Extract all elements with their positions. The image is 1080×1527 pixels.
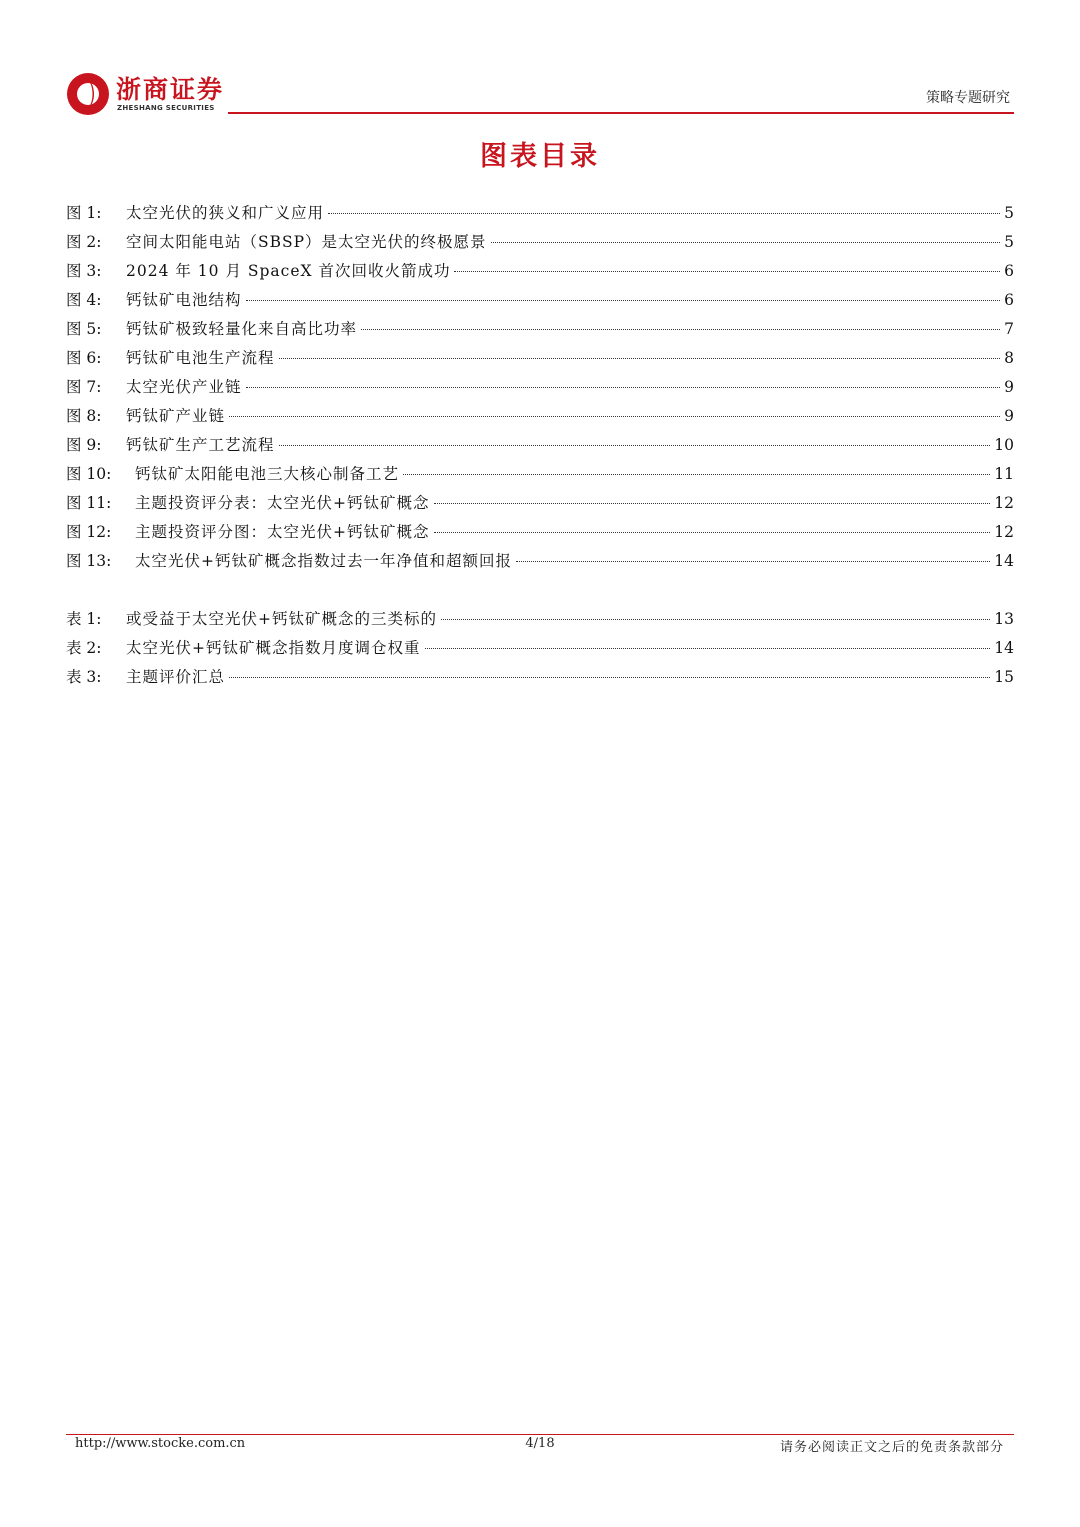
toc-entry-title: 钙钛矿电池结构 — [126, 291, 242, 309]
toc-leader-dots — [229, 416, 1000, 417]
toc-entry-number: 图 4: — [66, 291, 102, 309]
toc-entry-number: 图 3: — [66, 262, 102, 280]
toc-figure-entry[interactable] — [66, 260, 1014, 282]
toc-leader-dots — [246, 300, 1001, 301]
toc-entry-title: 钙钛矿太阳能电池三大核心制备工艺 — [135, 465, 400, 483]
toc-entry-number: 图 7: — [66, 378, 102, 396]
toc-entry-title: 太空光伏产业链 — [126, 378, 242, 396]
logo-text-en: ZHESHANG SECURITIES — [117, 104, 215, 112]
toc-entry-number: 表 1: — [66, 610, 102, 628]
toc-leader-dots — [229, 677, 990, 678]
toc-figure-entry[interactable] — [66, 347, 1014, 369]
footer-disclaimer: 请务必阅读正文之后的免责条款部分 — [779, 1440, 1004, 1455]
toc-entry-number: 图 5: — [66, 320, 102, 338]
toc-leader-dots — [403, 474, 990, 475]
toc-entry-title: 钙钛矿生产工艺流程 — [126, 436, 275, 454]
toc-leader-dots — [454, 271, 1000, 272]
toc-figure-entry[interactable] — [66, 202, 1014, 224]
toc-figure-entry[interactable] — [66, 405, 1014, 427]
toc-entry-number: 图 1: — [66, 204, 102, 222]
toc-entry-number: 图 9: — [66, 436, 102, 454]
toc-entry-title: 主题投资评分图：太空光伏+钙钛矿概念 — [135, 523, 430, 541]
toc-entry-title: 空间太阳能电站（SBSP）是太空光伏的终极愿景 — [126, 233, 487, 251]
toc-entry-number: 图 6: — [66, 349, 102, 367]
footer-divider — [66, 1434, 1014, 1435]
toc-entry-page: 7 — [1004, 320, 1014, 338]
toc-entry-number: 表 3: — [66, 668, 102, 686]
toc-leader-dots — [361, 329, 1000, 330]
toc-leader-dots — [434, 532, 991, 533]
toc-leader-dots — [434, 503, 991, 504]
toc-figure-entry[interactable] — [66, 289, 1014, 311]
toc-entry-page: 5 — [1004, 204, 1014, 222]
toc-entry-title: 钙钛矿极致轻量化来自高比功率 — [126, 320, 358, 338]
toc-entry-page: 12 — [994, 494, 1014, 512]
toc-table-entry[interactable] — [66, 608, 1014, 630]
toc-entry-page: 12 — [994, 523, 1014, 541]
toc-figure-entry[interactable] — [66, 231, 1014, 253]
toc-leader-dots — [491, 242, 1001, 243]
toc-entry-page: 9 — [1004, 378, 1014, 396]
toc-leader-dots — [279, 358, 1001, 359]
toc-entry-page: 6 — [1004, 291, 1014, 309]
toc-entry-page: 14 — [994, 639, 1014, 657]
toc-figure-entry[interactable] — [66, 521, 1014, 543]
toc-entry-page: 6 — [1004, 262, 1014, 280]
toc-table-entry[interactable] — [66, 666, 1014, 688]
toc-entry-number: 图 10: — [66, 465, 112, 483]
toc-figure-entry[interactable] — [66, 492, 1014, 514]
toc-entry-title: 主题评价汇总 — [126, 668, 226, 686]
toc-entry-number: 图 13: — [66, 552, 112, 570]
toc-leader-dots — [246, 387, 1001, 388]
toc-entry-page: 8 — [1004, 349, 1014, 367]
toc-leader-dots — [279, 445, 991, 446]
toc-leader-dots — [328, 213, 1000, 214]
toc-entry-title: 太空光伏+钙钛矿概念指数月度调仓权重 — [126, 639, 421, 657]
toc-entry-number: 图 2: — [66, 233, 102, 251]
page-header — [66, 68, 1014, 118]
toc-figure-entry[interactable] — [66, 463, 1014, 485]
toc-leader-dots — [425, 648, 991, 649]
toc-leader-dots — [516, 561, 990, 562]
toc-figure-entry[interactable] — [66, 550, 1014, 572]
toc-entry-title: 主题投资评分表：太空光伏+钙钛矿概念 — [135, 494, 430, 512]
toc-entry-page: 14 — [994, 552, 1014, 570]
toc-entry-page: 9 — [1004, 407, 1014, 425]
toc-entry-title: 太空光伏+钙钛矿概念指数过去一年净值和超额回报 — [135, 552, 512, 570]
toc-entry-title: 钙钛矿产业链 — [126, 407, 226, 425]
toc-figure-entry[interactable] — [66, 434, 1014, 456]
page-title: 图表目录 — [480, 141, 600, 172]
footer-page-number: 4/18 — [525, 1436, 555, 1451]
toc-entry-page: 11 — [994, 465, 1014, 483]
toc-entry-number: 图 11: — [66, 494, 112, 512]
header-divider — [228, 112, 1014, 114]
logo-text-cn: 浙商证券 — [116, 75, 225, 104]
toc-leader-dots — [441, 619, 990, 620]
toc-entry-page: 13 — [994, 610, 1014, 628]
toc-entry-page: 5 — [1004, 233, 1014, 251]
toc-entry-number: 表 2: — [66, 639, 102, 657]
toc-entry-number: 图 12: — [66, 523, 112, 541]
footer-url-link[interactable]: http://www.stocke.com.cn — [75, 1436, 246, 1451]
toc-entry-page: 15 — [994, 668, 1014, 686]
toc-table-entry[interactable] — [66, 637, 1014, 659]
toc-entry-title: 2024 年 10 月 SpaceX 首次回收火箭成功 — [126, 262, 451, 280]
zheshang-logo-icon — [66, 72, 110, 116]
toc-entry-title: 或受益于太空光伏+钙钛矿概念的三类标的 — [126, 610, 437, 628]
toc-figure-entry[interactable] — [66, 376, 1014, 398]
toc-figure-entry[interactable] — [66, 318, 1014, 340]
toc-entry-number: 图 8: — [66, 407, 102, 425]
toc-entry-title: 太空光伏的狭义和广义应用 — [126, 204, 325, 222]
toc-entry-page: 10 — [994, 436, 1014, 454]
report-type-label: 策略专题研究 — [926, 90, 1010, 106]
toc-entry-title: 钙钛矿电池生产流程 — [126, 349, 275, 367]
